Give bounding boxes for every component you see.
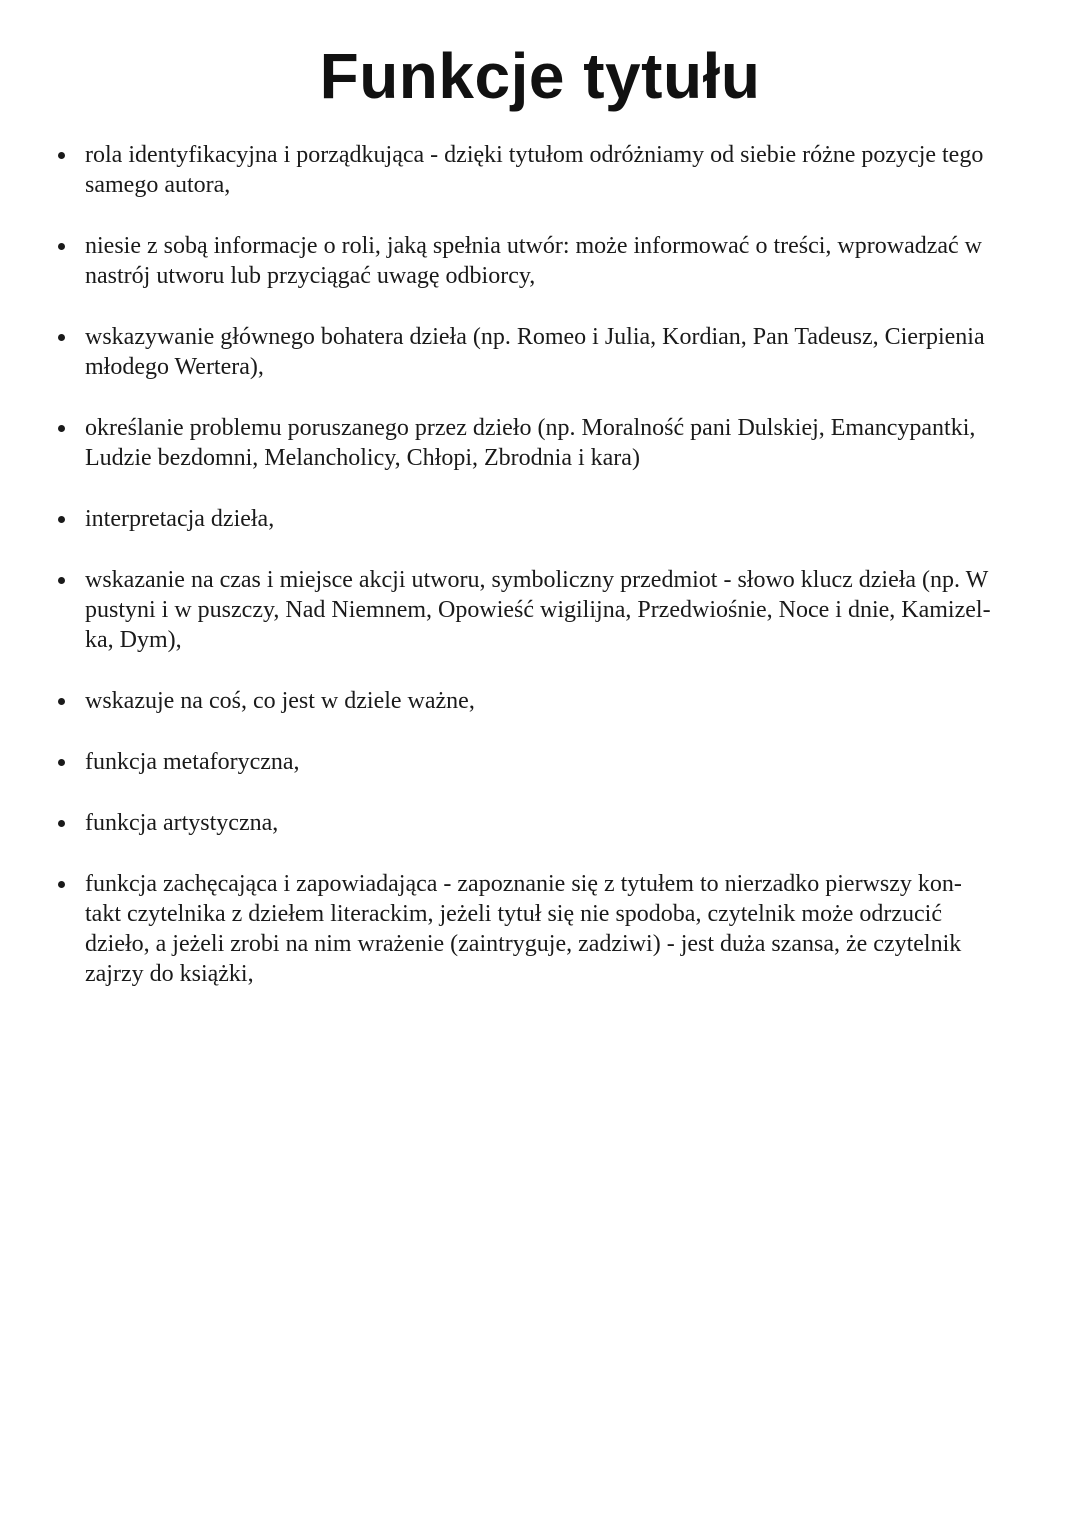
list-item [0, 869, 1080, 989]
list-item-text: funkcja metaforyczna, [85, 749, 300, 775]
bullet-icon [58, 759, 65, 766]
list-item-text: określanie problemu poruszanego przez dzieło (np. Moralność pani Dulskiej, Emancypantki, Ludzie bezdomni, Melancholicy, Chłopi, Zbrodnia i kara) [85, 415, 976, 471]
list-item [0, 504, 1080, 534]
list-item-text: wskazywanie głównego bohatera dzieła (np. Romeo i Julia, Kordian, Pan Tadeusz, Cierpienia młodego Wertera), [85, 324, 985, 380]
bullet-icon [58, 820, 65, 827]
page-title: Funkcje tytułu [319, 40, 761, 112]
list-item [0, 565, 1080, 655]
list-item [0, 413, 1080, 473]
bullet-icon [58, 516, 65, 523]
bullet-icon [58, 425, 65, 432]
bullet-icon [58, 334, 65, 341]
list-item [0, 140, 1080, 200]
list-item [0, 231, 1080, 291]
bullet-icon [58, 881, 65, 888]
list-item-text: interpretacja dzieła, [85, 506, 275, 532]
functions-list [0, 140, 1080, 1020]
list-item-text: niesie z sobą informacje o roli, jaką spełnia utwór: może informować o treści, wprowadzać w nastrój utworu lub przyciągać uwagę odbiorcy, [85, 233, 983, 289]
bullet-icon [58, 243, 65, 250]
bullet-icon [58, 152, 65, 159]
list-item [0, 322, 1080, 382]
bullet-icon [58, 577, 65, 584]
list-item [0, 747, 1080, 777]
list-item-text: wskazanie na czas i miejsce akcji utworu, symboliczny przedmiot - słowo klucz dzieła (np. W pustyni i w puszczy, Nad Niemnem, Opowieść wigilijna, Przedwiośnie, Noce i dnie, Kamizel- ka, Dym), [85, 567, 991, 653]
list-item-text: funkcja zachęcająca i zapowiadająca - zapoznanie się z tytułem to nierzadko pierwszy kon- takt czytelnika z dziełem literackim, jeżeli tytuł się nie spodoba, czytelnik może odrzucić dzieło, a jeżeli zrobi na nim wrażenie (zaintryguje, zadziwi) - jest duża szansa, że czytelnik zajrzy do książki, [85, 871, 962, 987]
list-item-text: funkcja artystyczna, [85, 810, 279, 836]
bullet-icon [58, 698, 65, 705]
list-item [0, 686, 1080, 716]
list-item [0, 808, 1080, 838]
list-item-text: wskazuje na coś, co jest w dziele ważne, [85, 688, 475, 714]
list-item-text: rola identyfikacyjna i porządkująca - dzięki tytułom odróżniamy od siebie różne pozycje tego samego autora, [85, 142, 984, 198]
